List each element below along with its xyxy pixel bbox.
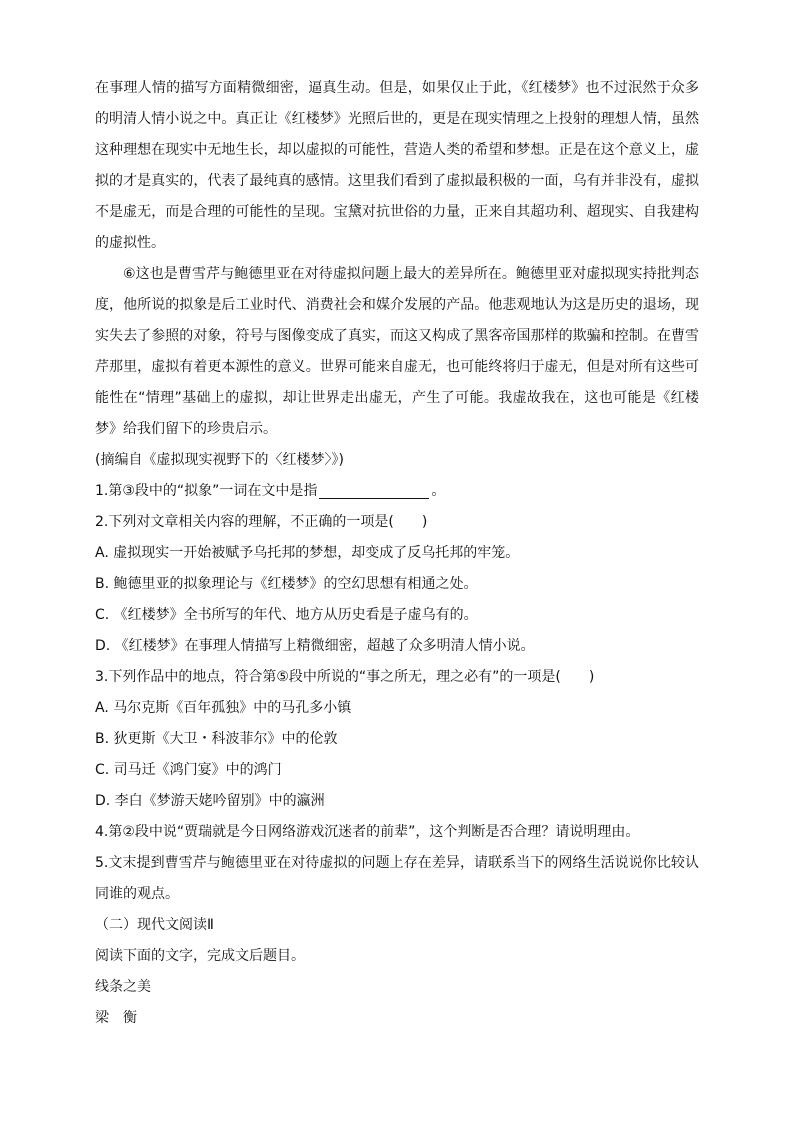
passage-source: (摘编自《虚拟现实视野下的〈红楼梦〉》) — [95, 452, 344, 468]
question-2-stem: 2.下列对文章相关内容的理解，不正确的一项是( ) — [95, 514, 428, 530]
question-2-option-a: A. 虚拟现实一开始被赋予乌托邦的梦想，却变成了反乌托邦的牢笼。 — [95, 545, 520, 561]
passage-paragraph-continued: 在事理人情的描写方面精微细密，逼真生动。但是，如果仅止于此，《红楼梦》也不过泯然于众多的明清人情小说之中。真正让《红楼梦》光照后世的，更是在现实情理之上投射的理想人情，虽然这种理想在现实中无地生长，却以虚拟的可能性，营造人类的希望和梦想。正是在这个意义上，虚拟的才是真实的，代表了最纯真的感情。这里我们看到了虚拟最积极的一面，乌有并非没有，虚拟不是虚无，而是合理的可能性的呈现。宝黛对抗世俗的力量，正来自其超功利、超现实、自我建构的虚拟性。 — [95, 80, 699, 251]
question-3-option-b: B. 狄更斯《大卫・科波菲尔》中的伦敦 — [95, 731, 338, 747]
question-2-option-c: C. 《红楼梦》全书所写的年代、地方从历史看是子虚乌有的。 — [95, 607, 478, 623]
question-4: 4.第②段中说“贾瑞就是今日网络游戏沉迷者的前辈”，这个判断是否合理？请说明理由。 — [95, 824, 640, 840]
passage-paragraph-6: ⑥这也是曹雪芹与鲍德里亚在对待虚拟问题上最大的差异所在。鲍德里亚对虚拟现实持批判态度，他所说的拟象是后工业时代、消费社会和媒介发展的产品。他悲观地认为这是历史的退场，现实失去了参照的对象，符号与图像变成了真实，而这又构成了黑客帝国那样的欺骗和控制。在曹雪芹那里，虚拟有着更本源性的意义。世界可能来自虚无，也可能终将归于虚无，但是对所有这些可能性在“情理”基础上的虚拟，却让世界走出虚无，产生了可能。我虚故我在，这也可能是《红楼梦》给我们留下的珍贵启示。 — [95, 266, 699, 437]
question-3-stem: 3.下列作品中的地点，符合第⑤段中所说的“事之所无，理之必有”的一项是( ) — [95, 669, 595, 685]
answer-blank[interactable] — [319, 482, 429, 499]
question-2-option-b: B. 鲍德里亚的拟象理论与《红楼梦》的空幻思想有相通之处。 — [95, 576, 478, 592]
section-2-instruction: 阅读下面的文字，完成文后题目。 — [95, 948, 305, 964]
question-1-end: 。 — [431, 483, 446, 499]
document-page — [95, 73, 699, 1034]
section-2-heading: （二）现代文阅读Ⅱ — [95, 917, 214, 933]
question-3-option-d: D. 李白《梦游天姥吟留别》中的瀛洲 — [95, 793, 325, 809]
question-3-option-a: A. 马尔克斯《百年孤独》中的马孔多小镇 — [95, 700, 352, 716]
article-author: 梁衡 — [95, 1010, 151, 1026]
article-title: 线条之美 — [95, 979, 151, 995]
question-1-text: 1.第③段中的“拟象”一词在文中是指 — [95, 483, 318, 499]
question-5: 5.文末提到曹雪芹与鲍德里亚在对待虚拟的问题上存在差异，请联系当下的网络生活说说你比较认同谁的观点。 — [95, 855, 699, 902]
question-2-option-d: D. 《红楼梦》在事理人情描写上精微细密，超越了众多明清人情小说。 — [95, 638, 535, 654]
question-1 — [95, 476, 699, 507]
question-3-option-c: C. 司马迁《鸿门宴》中的鸿门 — [95, 762, 282, 778]
